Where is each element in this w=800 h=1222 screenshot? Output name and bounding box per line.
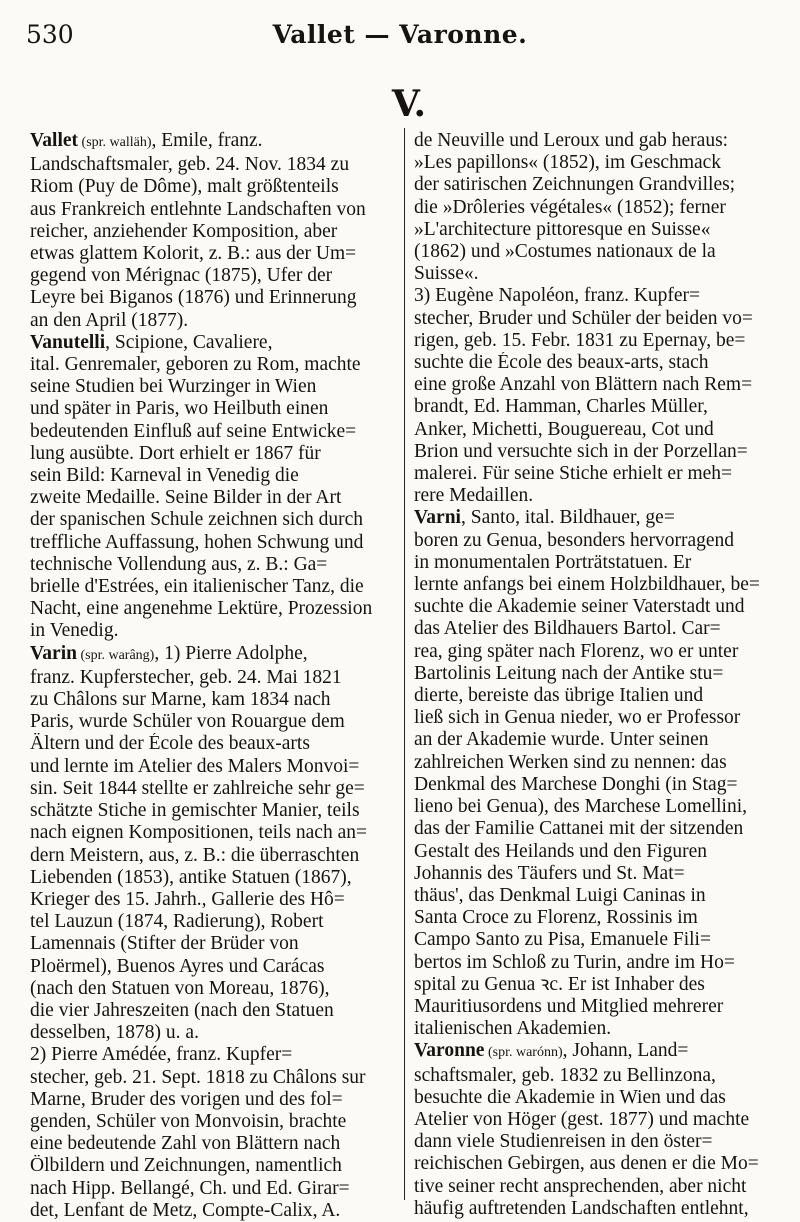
text-line: [414, 241, 778, 263]
text-line: [30, 576, 394, 598]
line-text: Riom (Puy de Dôme), malt größtenteils: [30, 176, 339, 198]
text-line: [414, 907, 778, 929]
line-text: desselben, 1878) u. a.: [30, 1022, 199, 1044]
text-line: [30, 956, 394, 978]
line-text: seine Studien bei Wurzinger in Wien: [30, 376, 317, 398]
line-text: lieno bei Genua), des Marchese Lomellini,: [414, 796, 748, 818]
text-line: [30, 243, 394, 265]
entry-headword: Varni: [414, 507, 461, 529]
text-line: [414, 1065, 778, 1087]
text-line: [30, 1044, 394, 1066]
text-line: [30, 620, 394, 642]
line-text: boren zu Genua, besonders hervorragend: [414, 529, 734, 551]
line-text: Johannis des Täufers und St. Mat=: [414, 862, 685, 884]
line-text: in Venedig.: [30, 620, 119, 642]
text-line: [414, 974, 778, 996]
line-text: Marne, Bruder des vorigen und des fol=: [30, 1088, 343, 1110]
text-line: [414, 685, 778, 707]
text-line: [30, 554, 394, 576]
text-line: [414, 441, 778, 463]
line-text: Brion und versuchte sich in der Porzellan=: [414, 440, 748, 462]
line-text: suchte die Akademie seiner Vaterstadt und: [414, 596, 745, 618]
line-text: Paris, wurde Schüler von Rouargue dem: [30, 711, 345, 733]
continuation-paragraph: [414, 285, 778, 507]
text-line: [30, 1111, 394, 1133]
line-text: , Scipione, Cavaliere,: [105, 331, 273, 353]
line-text: der spanischen Schule zeichnen sich durch: [30, 509, 364, 531]
line-text: rigen, geb. 15. Febr. 1831 zu Epernay, be=: [414, 329, 746, 351]
pronunciation-note: (spr. walläh): [78, 135, 152, 150]
text-line: [30, 889, 394, 911]
text-line: [414, 574, 778, 596]
line-text: das der Familie Cattanei mit der sitzenden: [414, 818, 744, 840]
running-header-title: Vallet — Varonne.: [272, 20, 528, 49]
text-line: [414, 285, 778, 307]
text-line: [414, 1153, 778, 1175]
line-text: spital zu Genua ꝛc. Er ist Inhaber des: [414, 973, 705, 995]
entry-headword: Varonne: [414, 1040, 485, 1062]
line-text: Anker, Michetti, Bouguereau, Cot und: [414, 418, 714, 440]
text-line: [30, 354, 394, 376]
text-line: [414, 330, 778, 352]
line-text: franz. Kupferstecher, geb. 24. Mai 1821: [30, 666, 342, 688]
line-text: 2) Pierre Amédée, franz. Kupfer=: [30, 1044, 293, 1066]
entry-paragraph: [414, 1040, 778, 1220]
line-text: und später in Paris, wo Heilbuth einen: [30, 398, 329, 420]
line-text: brielle d'Estrées, ein italienischer Tanz, die: [30, 576, 364, 598]
text-line: [30, 689, 394, 711]
line-text: Ältern und der École des beaux-arts: [30, 733, 310, 755]
text-line: [414, 752, 778, 774]
continuation-paragraph: [414, 130, 778, 285]
line-text: treffliche Auffassung, hohen Schwung und: [30, 531, 364, 553]
line-text: Liebenden (1853), antike Statuen (1867),: [30, 866, 352, 888]
line-text: Denkmal des Marchese Donghi (in Stag=: [414, 773, 738, 795]
line-text: bertos im Schloß zu Turin, andre im Ho=: [414, 951, 735, 973]
text-line: [414, 952, 778, 974]
text-line: [414, 552, 778, 574]
line-text: schätzte Stiche in gemischter Manier, teils: [30, 800, 360, 822]
line-text: an der Akademie wurde. Unter seinen: [414, 729, 709, 751]
text-line: [30, 443, 394, 465]
left-column: [30, 130, 394, 1222]
line-text: brandt, Ed. Hamman, Charles Müller,: [414, 396, 708, 418]
text-line: [30, 1133, 394, 1155]
text-line: [30, 421, 394, 443]
line-text: ital. Genremaler, geboren zu Rom, machte: [30, 354, 361, 376]
text-line: [414, 641, 778, 663]
text-line: [414, 507, 778, 529]
text-line: [414, 841, 778, 863]
right-column: [414, 130, 778, 1220]
text-line: [414, 463, 778, 485]
line-text: Lamennais (Stifter der Brüder von: [30, 933, 299, 955]
page-number: 530: [26, 20, 74, 49]
line-text: lung ausübte. Dort erhielt er 1867 für: [30, 442, 321, 464]
text-line: [414, 1131, 778, 1153]
entry-paragraph: [414, 507, 778, 1040]
text-line: [414, 374, 778, 396]
text-line: [30, 465, 394, 487]
text-line: [414, 663, 778, 685]
text-line: [30, 398, 394, 420]
line-text: ließ sich in Genua nieder, wo er Professor: [414, 707, 741, 729]
line-text: zweite Medaille. Seine Bilder in der Art: [30, 487, 342, 509]
text-line: [414, 885, 778, 907]
column-divider: [404, 128, 405, 1200]
text-line: [30, 667, 394, 689]
text-line: [414, 352, 778, 374]
line-text: de Neuville und Leroux und gab heraus:: [414, 130, 729, 151]
text-line: [30, 376, 394, 398]
text-line: [30, 1067, 394, 1089]
text-line: [414, 396, 778, 418]
line-text: stecher, geb. 21. Sept. 1818 zu Châlons sur: [30, 1066, 366, 1088]
text-line: [414, 419, 778, 441]
line-text: eine bedeutende Zahl von Blättern nach: [30, 1133, 341, 1155]
line-text: technische Vollendung aus, z. B.: Ga=: [30, 553, 328, 575]
text-line: [414, 729, 778, 751]
line-text: aus Frankreich entlehnte Landschaften von: [30, 198, 366, 220]
text-line: [30, 310, 394, 332]
line-text: stecher, Bruder und Schüler der beiden vo=: [414, 307, 753, 329]
line-text: rea, ging später nach Florenz, wo er unter: [414, 640, 739, 662]
entry-paragraph: [30, 130, 394, 332]
text-line: [414, 618, 778, 640]
text-line: [414, 485, 778, 507]
text-line: [30, 1022, 394, 1044]
text-line: [414, 863, 778, 885]
line-text: italienischen Akademien.: [414, 1018, 612, 1040]
line-text: die vier Jahreszeiten (nach den Statuen: [30, 999, 334, 1021]
text-line: [30, 1178, 394, 1200]
section-letter: V.: [391, 83, 427, 125]
text-line: [30, 199, 394, 221]
text-line: [30, 845, 394, 867]
text-line: [30, 130, 394, 154]
line-text: thäus', das Denkmal Luigi Caninas in: [414, 884, 706, 906]
text-line: [414, 174, 778, 196]
text-line: [30, 733, 394, 755]
line-text: Leyre bei Biganos (1876) und Erinnerung: [30, 287, 357, 309]
line-text: rere Medaillen.: [414, 485, 534, 507]
line-text: etwas glattem Kolorit, z. B.: aus der Um=: [30, 243, 357, 265]
text-line: [30, 778, 394, 800]
text-line: [414, 1087, 778, 1109]
text-line: [30, 154, 394, 176]
entry-paragraph: [30, 643, 394, 1045]
line-text: (nach den Statuen von Moreau, 1876),: [30, 977, 330, 999]
line-text: Krieger des 15. Jahrh., Gallerie des Hô=: [30, 888, 345, 910]
text-line: [414, 1040, 778, 1064]
text-line: [30, 332, 394, 354]
text-line: [414, 1198, 778, 1220]
line-text: »L'architecture pittoresque en Suisse«: [414, 218, 711, 240]
line-text: Landschaftsmaler, geb. 24. Nov. 1834 zu: [30, 154, 350, 176]
line-text: , Emile, franz.: [151, 130, 263, 151]
text-line: [414, 796, 778, 818]
entry-headword: Vallet: [30, 130, 79, 151]
text-line: [30, 1155, 394, 1177]
line-text: genden, Schüler von Monvoisin, brachte: [30, 1110, 347, 1132]
text-line: [30, 487, 394, 509]
line-text: , Johann, Land=: [562, 1040, 689, 1062]
line-text: reichischen Gebirgen, aus denen er die Mo=: [414, 1153, 759, 1175]
line-text: dierte, bereiste das übrige Italien und: [414, 685, 704, 707]
line-text: bedeutenden Einfluß auf seine Entwicke=: [30, 420, 357, 442]
line-text: reicher, anziehender Komposition, aber: [30, 220, 338, 242]
text-line: [414, 929, 778, 951]
text-line: [30, 867, 394, 889]
text-line: [30, 1200, 394, 1222]
line-text: suchte die École des beaux-arts, stach: [414, 352, 709, 374]
line-text: dann viele Studienreisen in den öster=: [414, 1131, 713, 1153]
line-text: das Atelier des Bildhauers Bartol. Car=: [414, 618, 721, 640]
text-line: [30, 1000, 394, 1022]
line-text: Atelier von Höger (gest. 1877) und machte: [414, 1108, 750, 1130]
line-text: tel Lauzun (1874, Radierung), Robert: [30, 911, 324, 933]
text-line: [30, 800, 394, 822]
continuation-paragraph: [30, 1044, 394, 1222]
line-text: Nacht, eine angenehme Lektüre, Prozession: [30, 598, 373, 620]
line-text: sin. Seit 1844 stellte er zahlreiche sehr ge=: [30, 777, 365, 799]
line-text: Bartolinis Leitung nach der Antike stu=: [414, 662, 724, 684]
line-text: det, Lenfant de Metz, Compte-Calix, A.: [30, 1199, 341, 1221]
line-text: gegend von Mérignac (1875), Ufer der: [30, 265, 333, 287]
text-line: [30, 756, 394, 778]
line-text: schaftsmaler, geb. 1832 zu Bellinzona,: [414, 1064, 716, 1086]
line-text: (1862) und »Costumes nationaux de la: [414, 241, 716, 263]
line-text: dern Meistern, aus, z. B.: die überraschten: [30, 844, 360, 866]
line-text: der satirischen Zeichnungen Grandvilles;: [414, 174, 736, 196]
text-line: [30, 933, 394, 955]
text-line: [414, 818, 778, 840]
line-text: zu Châlons sur Marne, kam 1834 nach: [30, 689, 331, 711]
line-text: Campo Santo zu Pisa, Emanuele Fili=: [414, 929, 711, 951]
text-line: [30, 287, 394, 309]
line-text: die »Drôleries végétales« (1852); ferner: [414, 196, 726, 218]
text-line: [30, 1089, 394, 1111]
line-text: häufig auftretenden Landschaften entlehnt,: [414, 1197, 749, 1219]
text-line: [414, 996, 778, 1018]
line-text: in monumentalen Porträtstatuen. Er: [414, 551, 692, 573]
text-line: [414, 530, 778, 552]
text-line: [30, 711, 394, 733]
line-text: Gestalt des Heilands und den Figuren: [414, 840, 707, 862]
text-line: [414, 308, 778, 330]
text-line: [414, 130, 778, 152]
text-line: [30, 911, 394, 933]
text-line: [30, 822, 394, 844]
text-line: [414, 197, 778, 219]
line-text: an den April (1877).: [30, 309, 189, 331]
line-text: Suisse«.: [414, 263, 479, 285]
line-text: sein Bild: Karneval in Venedig die: [30, 465, 299, 487]
text-line: [30, 532, 394, 554]
text-line: [30, 221, 394, 243]
text-line: [414, 152, 778, 174]
line-text: eine große Anzahl von Blättern nach Rem=: [414, 374, 753, 396]
pronunciation-note: (spr. warónn): [484, 1045, 563, 1061]
text-line: [414, 596, 778, 618]
line-text: lernte anfangs bei einem Holzbildhauer, be=: [414, 574, 760, 596]
line-text: tive seiner recht ansprechenden, aber nicht: [414, 1175, 747, 1197]
text-line: [414, 707, 778, 729]
text-line: [414, 1018, 778, 1040]
entry-paragraph: [30, 332, 394, 643]
line-text: , Santo, ital. Bildhauer, ge=: [460, 507, 675, 529]
line-text: »Les papillons« (1852), im Geschmack: [414, 152, 722, 174]
line-text: besuchte die Akademie in Wien und das: [414, 1086, 726, 1108]
line-text: zahlreichen Werken sind zu nennen: das: [414, 751, 727, 773]
line-text: Mauritiusordens und Mitglied mehrerer: [414, 995, 724, 1017]
line-text: Santa Croce zu Florenz, Rossinis im: [414, 907, 698, 929]
pronunciation-note: (spr. warâng): [76, 647, 155, 663]
text-line: [414, 263, 778, 285]
text-line: [414, 219, 778, 241]
line-text: nach eignen Kompositionen, teils nach an=: [30, 822, 367, 844]
text-line: [30, 598, 394, 620]
line-text: Ölbildern und Zeichnungen, namentlich: [30, 1155, 342, 1177]
entry-headword: Vanutelli: [30, 331, 106, 353]
text-line: [30, 176, 394, 198]
text-line: [30, 978, 394, 1000]
text-line: [414, 1176, 778, 1198]
line-text: und lernte im Atelier des Malers Monvoi=: [30, 755, 360, 777]
entry-headword: Varin: [30, 642, 77, 664]
line-text: 3) Eugène Napoléon, franz. Kupfer=: [414, 285, 701, 307]
text-line: [30, 643, 394, 667]
line-text: nach Hipp. Bellangé, Ch. und Ed. Girar=: [30, 1177, 350, 1199]
text-line: [414, 1109, 778, 1131]
text-line: [414, 774, 778, 796]
line-text: , 1) Pierre Adolphe,: [154, 642, 308, 664]
line-text: Ploërmel), Buenos Ayres und Carácas: [30, 955, 325, 977]
text-line: [30, 509, 394, 531]
text-line: [30, 265, 394, 287]
line-text: malerei. Für seine Stiche erhielt er meh=: [414, 463, 733, 485]
